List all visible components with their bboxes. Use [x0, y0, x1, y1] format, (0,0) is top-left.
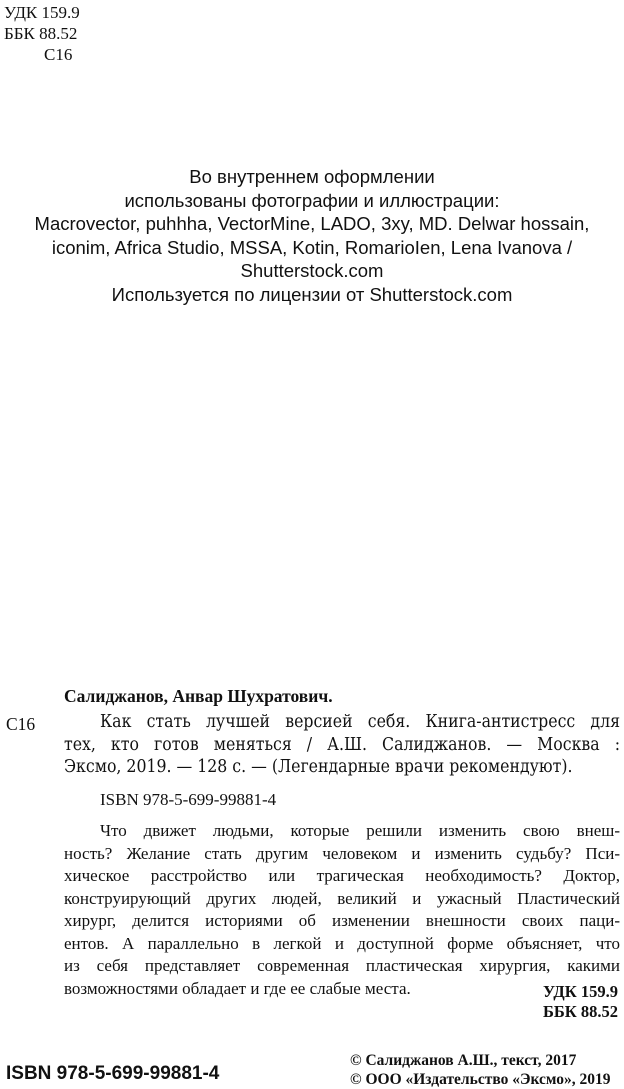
credits-line: Macrovector, puhhha, VectorMine, LADO, 3xy, MD. Delwar hossain, — [0, 212, 624, 236]
annotation-line: хическое расстройство или трагическая необходимость? Доктор, — [64, 865, 620, 888]
copyright-block — [350, 1052, 611, 1089]
credits-line: iconim, Africa Studio, MSSA, Kotin, RomarioIen, Lena Ivanova / — [0, 236, 624, 260]
bbk-code: ББК 88.52 — [543, 1002, 618, 1022]
copyright-line: © Салиджанов А.Ш., текст, 2017 — [350, 1052, 611, 1071]
footer-isbn: ISBN 978-5-699-99881-4 — [6, 1063, 219, 1085]
record-line: Эксмо, 2019. — 128 с. — (Легендарные врачи рекомендуют). — [64, 756, 620, 779]
bbk-code: ББК 88.52 — [4, 23, 80, 44]
credits-line: Во внутреннем оформлении — [0, 165, 624, 189]
annotation-line: ентов. А параллельно в легкой и доступной форме объясняет, что — [64, 933, 620, 956]
record-line: Как стать лучшей версией себя. Книга-антистресс для — [64, 711, 620, 734]
record-line: тех, кто готов меняться / А.Ш. Салиджанов. — Москва : — [64, 734, 620, 757]
annotation-line: возможностями обладает и где ее слабые места. — [64, 978, 620, 1001]
credits-line: использованы фотографии и иллюстрации: — [0, 189, 624, 213]
annotation-line: ность? Желание стать другим человеком и изменить судьбу? Пси- — [64, 843, 620, 866]
credits-line: Shutterstock.com — [0, 259, 624, 283]
author-code: С16 — [4, 44, 80, 65]
credits-line: Используется по лицензии от Shutterstock.com — [0, 283, 624, 307]
catalog-record — [64, 711, 620, 779]
bottom-classification — [543, 982, 618, 1021]
annotation-line: хирург, делится историями об изменении внешности своих паци- — [64, 910, 620, 933]
illustration-credits — [0, 165, 624, 306]
catalog-annotation — [64, 820, 620, 1000]
annotation-line: из себя представляет современная пластическая хирургия, какими — [64, 955, 620, 978]
udk-code: УДК 159.9 — [543, 982, 618, 1002]
top-classification — [4, 2, 80, 65]
catalog-author: Салиджанов, Анвар Шухратович. — [64, 686, 333, 707]
annotation-line: Что движет людьми, которые решили изменить свою внеш- — [64, 820, 620, 843]
annotation-line: конструирующий других людей, великий и ужасный Пластический — [64, 888, 620, 911]
catalog-isbn: ISBN 978-5-699-99881-4 — [100, 790, 276, 810]
udk-code: УДК 159.9 — [4, 2, 80, 23]
copyright-line: © ООО «Издательство «Эксмо», 2019 — [350, 1071, 611, 1089]
catalog-shelf-code: С16 — [6, 714, 35, 735]
